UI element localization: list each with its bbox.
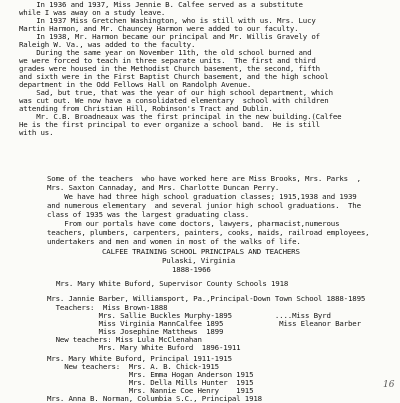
text-line: He is the first principal to ever organize a school band. He is still: [19, 120, 320, 129]
list-item: Miss Virginia MannCalfee 1895 Miss Eleanor Barber: [47, 319, 361, 328]
text-line: From our portals have come doctors, lawyers, pharmacist,numerous: [47, 219, 340, 228]
list-item: New teachers: Miss Lula McClenahan: [47, 335, 202, 344]
text-line: while I was away on a study leave.: [19, 8, 166, 17]
list-item: Mrs. Sallie Buckles Murphy-1895 ....Miss Byrd: [47, 311, 331, 320]
list-item: Teachers: Miss Brown-1888: [47, 303, 168, 312]
list-item: Mrs. Della Mills Hunter 1915: [47, 378, 254, 387]
list-item: Mrs. Emma Hogan Anderson 1915: [47, 370, 254, 379]
list-item: Mrs. Mary White Buford, Principal 1911-1915: [47, 354, 232, 363]
text-line: Mrs. Saxton Cannaday, and Mrs. Charlotte Duncan Perry.: [47, 183, 280, 192]
text-line: undertakers and men and women in most of the walks of life.: [47, 237, 301, 246]
text-line: Mr. C.B. Broadneaux was the first principal in the new building.(Calfee: [19, 112, 342, 121]
text-line: department in the Odd Fellows Hall on Randolph Avenue.: [19, 80, 252, 89]
text-line: Sad, but true, that was the year of our high school department, which: [19, 88, 333, 97]
text-line: Raleigh W. Va., was added to the faculty.: [19, 40, 196, 49]
text-line: class of 1935 was the largest graduating class.: [47, 210, 250, 219]
heading-location: Pulaski, Virginia: [162, 256, 236, 265]
section-heading: CALFEE TRAINING SCHOOL PRINCIPALS AND TEACHERS: [102, 247, 300, 256]
list-item: Mrs. Mary White Buford 1896-1911: [47, 343, 241, 352]
text-line: we were forced to teach in three separate units. The first and third: [19, 56, 316, 65]
text-line: grades were housed in the Methodist Church basement, the second, fifth: [19, 64, 320, 73]
text-line: We have had three high school graduation classes; 1915,1938 and 1939: [47, 192, 357, 201]
text-line: Some of the teachers who have worked here are Miss Brooks, Mrs. Parks ,: [47, 174, 361, 183]
text-line: teachers, plumbers, carpenters, painters, cooks, maids, railroad employees,: [47, 228, 370, 237]
text-line: During the same year on November 11th, the old school burned and: [19, 48, 312, 57]
list-item: Mrs. Jannie Barber, Williamsport, Pa.,Principal-Down Town School 1888-1895: [47, 294, 366, 303]
text-line: In 1936 and 1937, Miss Jennie B. Calfee served as a substitute: [19, 0, 303, 9]
list-item: Mrs. Anna B. Norman, Columbia S.C., Principal 1918: [47, 394, 262, 403]
list-item: New teachers: Mrs. A. B. Chick-1915: [47, 362, 219, 371]
text-line: was cut out. We now have a consolidated elementary school with children: [19, 96, 329, 105]
text-line: In 1938, Mr. Harmon became our principal and Mr. Willis Gravely of: [19, 32, 320, 41]
text-line: attending from Christian Hill, Robinson's Tract and Dublin.: [19, 104, 273, 113]
text-line: In 1937 Miss Gretchen Washington, who is still with us. Mrs. Lucy: [19, 16, 316, 25]
heading-years: 1888-1966: [172, 265, 211, 274]
list-item: Mrs. Nannie Coe Henry 1915: [47, 386, 254, 395]
text-line: Martin Harmon, and Mr. Chauncey Harmon were added to our faculty.: [19, 24, 299, 33]
text-line: and sixth were in the First Baptist Church basement, and the high school: [19, 72, 329, 81]
text-line: and numerous elementary and several junior high school graduations. The: [47, 201, 361, 210]
list-item: Miss Josephine Matthews 1899: [47, 327, 224, 336]
page-number: 16: [383, 380, 395, 390]
text-line: with us.: [19, 128, 54, 137]
list-item: Mrs. Mary White Buford, Supervisor County Schools 1918: [56, 279, 289, 288]
